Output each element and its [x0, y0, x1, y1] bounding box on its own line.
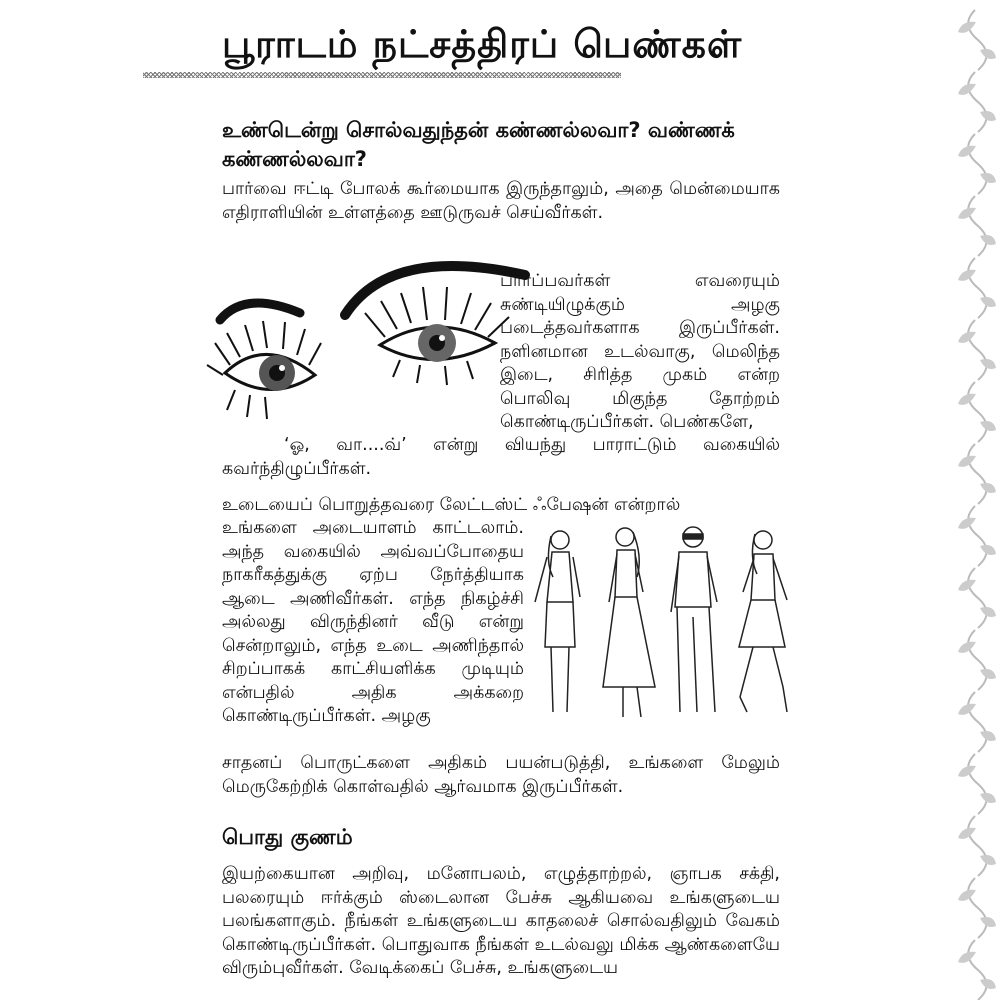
title-divider: [143, 72, 621, 78]
paragraph-fashion-intro: உடையைப் பொறுத்தவரை லேட்டஸ்ட் ஃபேஷன் என்றால்: [222, 495, 681, 515]
paragraph-beauty: பார்ப்பவர்கள் எவரையும் சுண்டியிழுக்கும் அழகு படைத்தவர்களாக இருப்பீர்கள். நளினமான உடல்வாகு, மெலிந்த இடை, சிரித்த முகம் என்ற பொலிவு மிகுந்த தோற்றம் கொண்டிருப்பீர்கள். பெண்களே,: [500, 271, 780, 432]
fashion-women-illustration: [525, 522, 803, 737]
paragraph-fashion: உங்களை அடையாளம் காட்டலாம். அந்த வகையில் அவ்வப்போதைய நாகரீகத்துக்கு ஏற்ப நேர்த்தியாக ஆடை அணிவீர்கள். எந்த நிகழ்ச்சி அல்லது விருந்தினர் வீடு என்று சென்றாலும், எந்த உடை அணிந்தால் சிறப்பாகக் காட்சியளிக்க முடியும் என்பதில் அதிக அக்கறை கொண்டிருப்பீர்கள். அழகு: [222, 518, 524, 726]
eyes-illustration: [205, 225, 530, 425]
paragraph-gaze: பார்வை ஈட்டி போலக் கூர்மையாக இருந்தாலும், அதை மென்மையாக எதிராளியின் உள்ளத்தை ஊடுருவச் செய்வீர்கள்.: [222, 179, 780, 223]
section-heading-eyes: உண்டென்று சொல்வதுந்தன் கண்ணல்லவா? வண்ணக் கண்ணல்லவா?: [222, 118, 735, 171]
page-title: பூராடம் நட்சத்திரப் பெண்கள்: [222, 22, 743, 66]
paragraph-fashion-tail: சாதனப் பொருட்களை அதிகம் பயன்படுத்தி, உங்களை மேலும் மெருகேற்றிக் கொள்வதில் ஆர்வமாக இருப்பீர்கள்.: [222, 753, 780, 797]
section-heading-general: பொது குணம்: [222, 825, 353, 849]
decorative-border: [800, 0, 1000, 1000]
paragraph-beauty-tail: ‘ஓ, வா....வ்’ என்று வியந்து பாராட்டும் வகையில் கவர்ந்திழுப்பீர்கள்.: [222, 435, 780, 479]
paragraph-general: இயற்கையான அறிவு, மனோபலம், எழுத்தாற்றல், ஞாபக சக்தி, பலரையும் ஈர்க்கும் ஸ்டைலான பேச்சு ஆகியவை உங்களுடைய பலங்களாகும். நீங்கள் உங்களுடைய காதலைச் சொல்வதிலும் வேகம் கொண்டிருப்பீர்கள். பொதுவாக நீங்கள் உடல்வலு மிக்க ஆண்களையே விரும்புவீர்கள். வேடிக்கைப் பேச்சு, உங்களுடைய: [222, 864, 780, 978]
